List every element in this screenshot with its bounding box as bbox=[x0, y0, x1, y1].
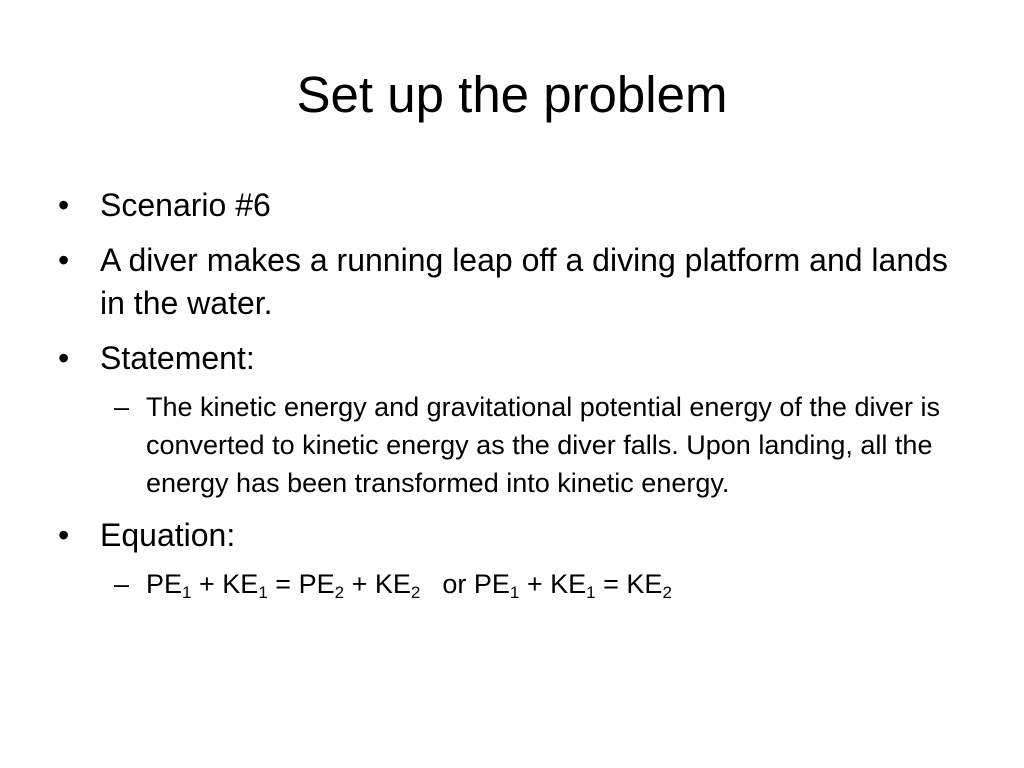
eq-term: PE bbox=[298, 569, 335, 599]
dash-icon: – bbox=[114, 392, 130, 422]
eq-op: + bbox=[191, 569, 223, 599]
eq-subscript: 1 bbox=[586, 583, 596, 602]
bullet-item-equation bbox=[58, 514, 978, 557]
eq-term: KE bbox=[222, 569, 259, 599]
eq-subscript: 1 bbox=[258, 583, 268, 602]
equation-text bbox=[146, 569, 672, 602]
eq-subscript: 1 bbox=[182, 583, 192, 602]
bullet-text: Scenario #6 bbox=[100, 187, 271, 223]
eq-op: + bbox=[344, 569, 375, 599]
sub-item-equation bbox=[58, 565, 978, 603]
dash-icon: – bbox=[114, 569, 130, 599]
eq-op: + bbox=[519, 569, 551, 599]
eq-or: or bbox=[442, 569, 474, 599]
bullet-item-statement bbox=[58, 337, 978, 380]
eq-subscript: 2 bbox=[334, 583, 345, 602]
bullet-text: Statement: bbox=[100, 340, 255, 376]
bullet-text: Equation: bbox=[100, 517, 236, 553]
slide-title: Set up the problem bbox=[296, 66, 728, 123]
bullet-item-scenario bbox=[58, 184, 978, 227]
sub-item-text: The kinetic energy and gravitational potential energy of the diver is converted to kinetic energy as the diver falls. Upon landing, all the energy has been transformed into kinetic energy. bbox=[146, 392, 940, 498]
eq-op: = bbox=[595, 569, 627, 599]
slide-body bbox=[58, 184, 978, 615]
bullet-item-description bbox=[58, 239, 978, 325]
eq-term: PE bbox=[146, 569, 183, 599]
eq-term: KE bbox=[626, 569, 663, 599]
bullet-icon: • bbox=[58, 242, 70, 278]
eq-op: = bbox=[267, 569, 299, 599]
eq-term: KE bbox=[550, 569, 587, 599]
bullet-icon: • bbox=[58, 340, 70, 376]
eq-term: PE bbox=[473, 569, 510, 599]
bullet-icon: • bbox=[58, 517, 70, 553]
eq-subscript: 2 bbox=[662, 583, 672, 602]
bullet-text: A diver makes a running leap off a diving platform and lands in the water. bbox=[100, 242, 948, 321]
eq-subscript: 2 bbox=[410, 583, 421, 602]
sub-item-statement-detail bbox=[58, 388, 978, 502]
bullet-icon: • bbox=[58, 187, 70, 223]
eq-subscript: 1 bbox=[509, 583, 520, 602]
eq-term: KE bbox=[374, 569, 411, 599]
